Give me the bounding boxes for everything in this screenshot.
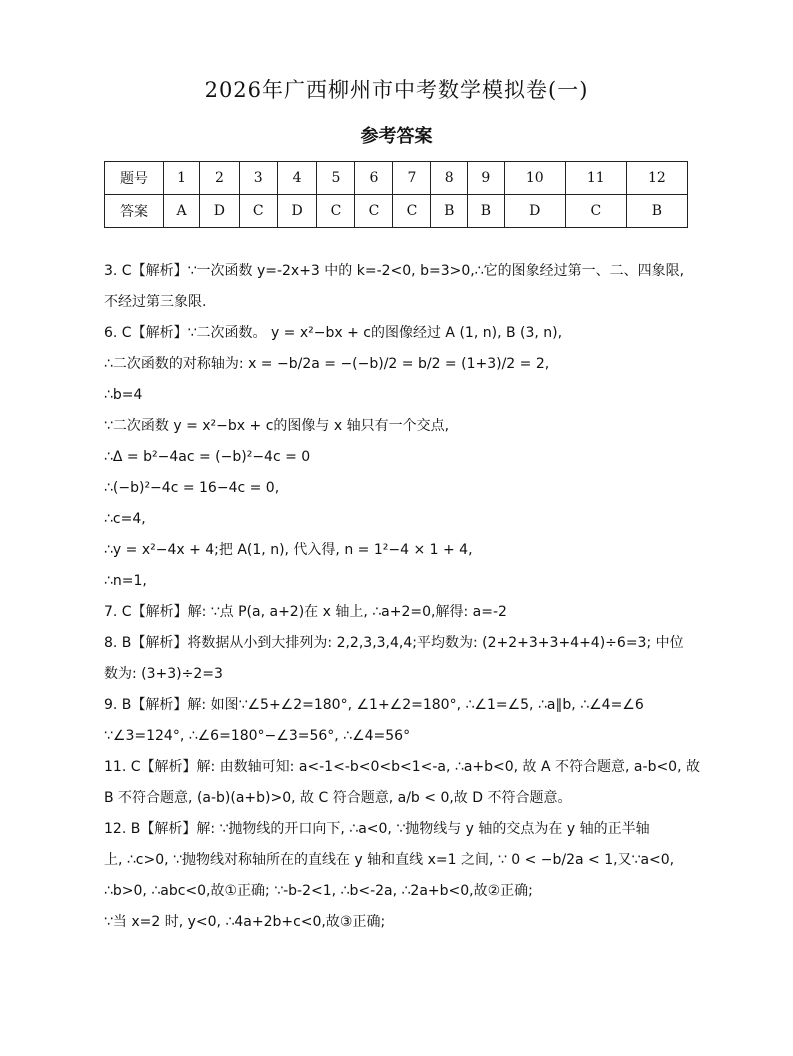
question-number-cell: 7	[393, 162, 431, 195]
question-number-cell: 3	[239, 162, 277, 195]
page-title: 2026年广西柳州市中考数学模拟卷(一)	[204, 78, 589, 102]
question-number-cell: 9	[468, 162, 505, 195]
solution-line: 数为: (3+3)÷2=3	[104, 666, 223, 682]
solution-line: 12. B【解析】解: ∵抛物线的开口向下, ∴a<0, ∵抛物线与 y 轴的交点为在 y 轴的正半轴	[104, 821, 650, 837]
answer-cell: D	[277, 195, 317, 228]
question-number-cell: 10	[504, 162, 565, 195]
question-number-cell: 6	[355, 162, 393, 195]
solution-line: 9. B【解析】解: 如图∵∠5+∠2=180°, ∠1+∠2=180°, ∴∠1=∠5, ∴a∥b, ∴∠4=∠6	[104, 697, 644, 713]
solution-line: 11. C【解析】解: 由数轴可知: a<-1<-b<0<b<1<-a, ∴a+b<0, 故 A 不符合题意, a-b<0, 故	[104, 759, 700, 775]
question-number-cell: 11	[565, 162, 626, 195]
solution-line: ∴n=1,	[104, 573, 147, 589]
question-number-cell: 1	[164, 162, 200, 195]
solution-line: ∴y = x²−4x + 4;把 A(1, n), 代入得, n = 1²−4 × 1 + 4,	[104, 542, 473, 558]
solution-line: B 不符合题意, (a-b)(a+b)>0, 故 C 符合题意, a/b < 0,故 D 不符合题意。	[104, 790, 572, 806]
solution-line: 3. C【解析】∵一次函数 y=-2x+3 中的 k=-2<0, b=3>0,∴它的图象经过第一、二、四象限,	[104, 263, 685, 279]
answer-cell: D	[200, 195, 240, 228]
answer-cell: A	[164, 195, 200, 228]
solution-line: 8. B【解析】将数据从小到大排列为: 2,2,3,3,4,4;平均数为: (2+2+3+3+4+4)÷6=3; 中位	[104, 635, 684, 651]
question-number-cell: 2	[200, 162, 240, 195]
solution-line: 不经过第三象限.	[104, 294, 207, 310]
question-number-cell: 4	[277, 162, 317, 195]
answer-header: 答案	[105, 195, 164, 228]
answer-cell: B	[431, 195, 468, 228]
solution-line: ∴b>0, ∴abc<0,故①正确; ∵-b-2<1, ∴b<-2a, ∴2a+b<0,故②正确;	[104, 883, 533, 899]
question-number-row	[105, 162, 688, 195]
answer-cell: C	[393, 195, 431, 228]
solutions-section	[104, 256, 724, 938]
answer-cell: C	[565, 195, 626, 228]
solution-line: ∵当 x=2 时, y<0, ∴4a+2b+c<0,故③正确;	[104, 914, 386, 930]
solution-line: ∴二次函数的对称轴为: x = −b/2a = −(−b)/2 = b/2 = (1+3)/2 = 2,	[104, 356, 550, 372]
answer-cell: B	[468, 195, 505, 228]
solution-line: ∵二次函数 y = x²−bx + c的图像与 x 轴只有一个交点,	[104, 418, 450, 434]
answer-row	[105, 195, 688, 228]
answer-cell: B	[626, 195, 687, 228]
solution-line: ∴Δ = b²−4ac = (−b)²−4c = 0	[104, 449, 311, 465]
solution-line: ∴c=4,	[104, 511, 146, 527]
question-number-header: 题号	[105, 162, 164, 195]
answer-cell: C	[239, 195, 277, 228]
solution-line: 上, ∴c>0, ∵抛物线对称轴所在的直线在 y 轴和直线 x=1 之间, ∵ 0 < −b/2a < 1,又∵a<0,	[104, 852, 675, 868]
answer-table	[104, 161, 688, 228]
answer-cell: D	[504, 195, 565, 228]
question-number-cell: 12	[626, 162, 687, 195]
solution-line: 6. C【解析】∵二次函数。 y = x²−bx + c的图像经过 A (1, n), B (3, n),	[104, 325, 563, 341]
question-number-cell: 5	[317, 162, 355, 195]
solution-line: ∴b=4	[104, 387, 143, 403]
solution-line: ∵∠3=124°, ∴∠6=180°−∠3=56°, ∴∠4=56°	[104, 728, 411, 744]
answer-cell: C	[317, 195, 355, 228]
answer-key-heading: 参考答案	[360, 126, 433, 147]
answer-cell: C	[355, 195, 393, 228]
solution-line: 7. C【解析】解: ∵点 P(a, a+2)在 x 轴上, ∴a+2=0,解得: a=-2	[104, 604, 507, 620]
question-number-cell: 8	[431, 162, 468, 195]
solution-line: ∴(−b)²−4c = 16−4c = 0,	[104, 480, 280, 496]
